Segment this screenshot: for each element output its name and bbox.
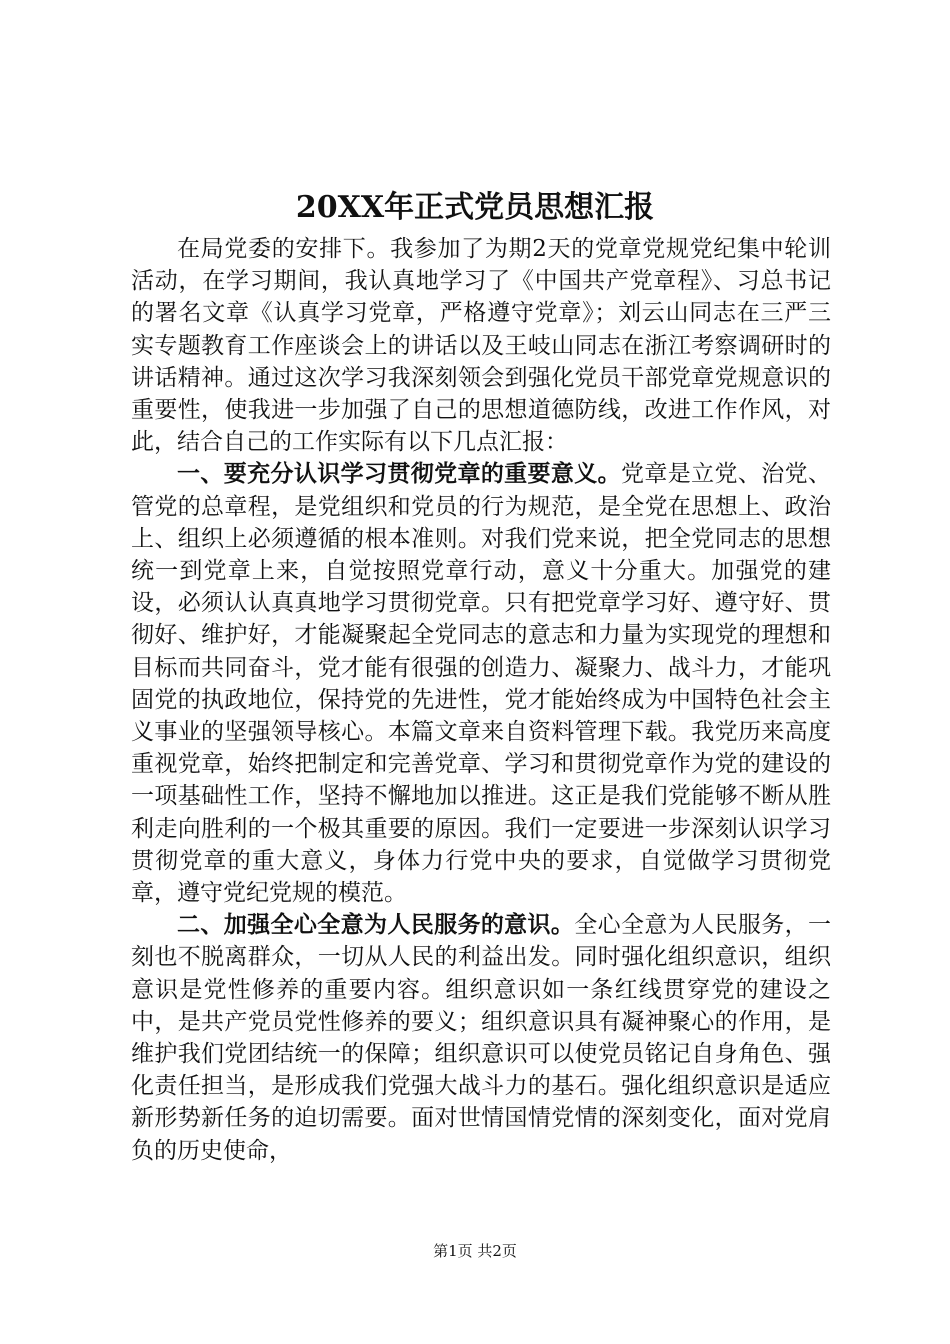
page-number-footer: 第1页 共2页 xyxy=(433,1242,517,1260)
section-heading-one: 一、要充分认识学习贯彻党章的重要意义。 xyxy=(177,460,622,488)
paragraph-text: 党章是立党、治党、管党的总章程，是党组织和党员的行为规范，是全党在思想上、政治上、组织上必须遵循的根本准则。对我们党来说，把全党同志的思想统一到党章上来，自觉按照党章行动，意义十分重大。加强党的建设，必须认认真真地学习贯彻党章。只有把党章学习好、遵守好、贯彻好、维护好，才能凝聚起全党同志的意志和力量为实现党的理想和目标而共同奋斗，党才能有很强的创造力、凝聚力、战斗力，才能巩固党的执政地位，保持党的先进性，党才能始终成为中国特色社会主义事业的坚强领导核心。本篇文章来自资料管理下载。我党历来高度重视党章，始终把制定和完善党章、学习和贯彻党章作为党的建设的一项基础性工作，坚持不懈地加以推进。这正是我们党能够不断从胜利走向胜利的一个极其重要的原因。我们一定要进一步深刻认识学习贯彻党章的重大意义，身体力行党中央的要求，自觉做学习贯彻党章，遵守党纪党规的模范。 xyxy=(131,461,832,907)
paragraph-section-two xyxy=(131,909,831,1167)
document-body xyxy=(131,233,831,1167)
document-title: 20XX年正式党员思想汇报 xyxy=(295,190,655,225)
paragraph-text: 在局党委的安排下。我参加了为期2天的党章党规党纪集中轮训活动，在学习期间，我认真地学习了《中国共产党章程》、习总书记的署名文章《认真学习党章，严格遵守党章》；刘云山同志在三严三实专题教育工作座谈会上的讲话以及王岐山同志在浙江考察调研时的讲话精神。通过这次学习我深刻领会到强化党员干部党章党规意识的重要性，使我进一步加强了自己的思想道德防线，改进工作作风，对此，结合自己的工作实际有以下几点汇报： xyxy=(131,236,831,456)
paragraph-text: 全心全意为人民服务，一刻也不脱离群众，一切从人民的利益出发。同时强化组织意识，组织意识是党性修养的重要内容。组织意识如一条红线贯穿党的建设之中，是共产党员党性修养的要义；组织意识具有凝神聚心的作用，是维护我们党团结统一的保障；组织意识可以使党员铭记自身角色、强化责任担当，是形成我们党强大战斗力的基石。强化组织意识是适应新形势新任务的迫切需要。面对世情国情党情的深刻变化，面对党肩负的历史使命， xyxy=(131,912,832,1164)
paragraph-intro xyxy=(131,233,831,458)
section-heading-two: 二、加强全心全意为人民服务的意识。 xyxy=(177,911,575,939)
paragraph-section-one xyxy=(131,458,831,909)
